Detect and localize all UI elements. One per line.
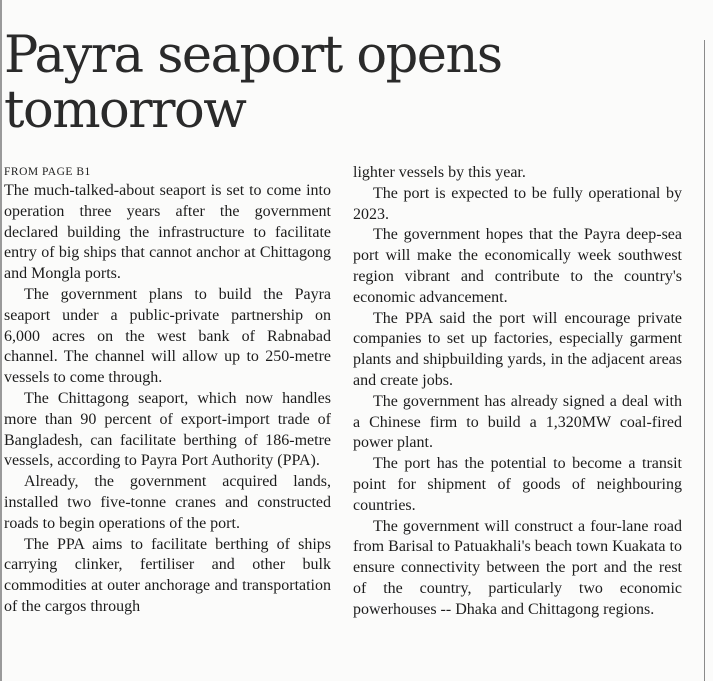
- paragraph: The PPA aims to facilitate berthing of ships carrying clinker, fertiliser and other bulk commodities at outer anchorage and transportation of the cargos through: [4, 535, 331, 615]
- paragraph: The government will construct a four-lane road from Barisal to Patuakhali's beach town Kuakata to ensure connectivity between the port and the rest of the country, particularly two economic powerhouses -- Dhaka and Chittagong regions.: [353, 517, 682, 618]
- paragraph: The PPA said the port will encourage private companies to set up factories, especially garment plants and shipbuilding yards, in the adjacent areas and create jobs.: [353, 309, 682, 389]
- paragraph: The Chittagong seaport, which now handles more than 90 percent of export-import trade of Bangladesh, can facilitate berthing of 186-metre vessels, according to Payra Port Authority (PPA).: [4, 389, 331, 470]
- paragraph: The government plans to build the Payra seaport under a public-private partnership on 6,000 acres on the west bank of Rabnabad channel. The channel will allow up to 250-metre vessels to come through.: [4, 285, 331, 387]
- paragraph: lighter vessels by this year.: [353, 164, 526, 181]
- article-column-left: [4, 163, 331, 618]
- article-column-right: [353, 163, 682, 621]
- paragraph: The port has the potential to become a transit point for shipment of goods of neighbouring countries.: [353, 455, 682, 514]
- paragraph: The port is expected to be fully operational by 2023.: [353, 184, 682, 223]
- paragraph: The government hopes that the Payra deep-sea port will make the economically week southwest region vibrant and contribute to the country's economic advancement.: [353, 226, 682, 306]
- paragraph: Already, the government acquired lands, installed two five-tonne cranes and constructed roads to begin operations of the port.: [4, 473, 331, 532]
- continued-from-label: FROM PAGE B1: [4, 166, 91, 178]
- headline: Payra seaport opens tomorrow: [4, 26, 502, 140]
- paragraph: The much-talked-about seaport is set to come into operation three years after the government declared building the infrastructure to facilitate entry of big ships that cannot anchor at Chittagong and Mongla ports.: [4, 182, 331, 283]
- left-column-rule: [0, 0, 2, 681]
- paragraph: The government has already signed a deal with a Chinese firm to build a 1,320MW coal-fired power plant.: [353, 392, 682, 452]
- right-column-rule: [704, 40, 705, 681]
